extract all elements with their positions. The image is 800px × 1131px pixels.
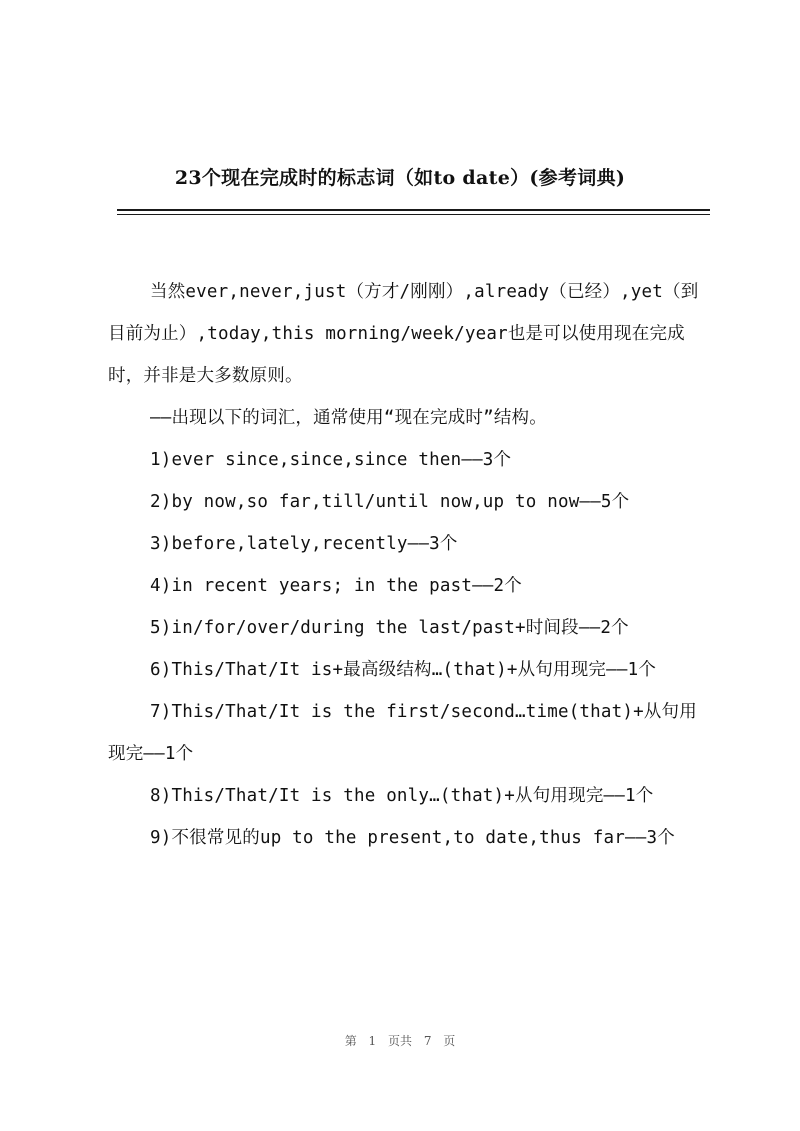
list-item-8: 8)This/That/It is the only…(that)+从句用现完——1个 (150, 786, 654, 806)
list-item-3: 3)before,lately,recently——3个 (150, 534, 458, 554)
list-item-4: 4)in recent years; in the past——2个 (150, 576, 522, 596)
list-item-9: 9)不很常见的up to the present,to date,thus far——3个 (150, 828, 675, 848)
paragraph-intro: 当然ever,never,just（方才/刚刚）,already（已经）,yet（到目前为止）,today,this morning/week/year也是可以使用现在完成时，并非是大多数原则。 (108, 282, 699, 386)
document-title: 23个现在完成时的标志词（如to date）(参考词典) (174, 167, 626, 189)
title-rule-thick (117, 209, 710, 211)
title-rule-thin (117, 214, 710, 215)
list-item-6: 6)This/That/It is+最高级结构…(that)+从句用现完——1个 (150, 660, 657, 680)
list-item-1: 1)ever since,since,since then——3个 (150, 450, 512, 470)
document-body (108, 271, 708, 859)
paragraph-lead: ——出现以下的词汇，通常使用“现在完成时”结构。 (150, 408, 547, 428)
list-item-2: 2)by now,so far,till/until now,up to now——5个 (150, 492, 630, 512)
list-item-7: 7)This/That/It is the first/second…time(that)+从句用现完——1个 (108, 702, 697, 764)
list-item-5: 5)in/for/over/during the last/past+时间段——2个 (150, 618, 629, 638)
page-footer: 第 1 页共 7 页 (344, 1034, 456, 1048)
